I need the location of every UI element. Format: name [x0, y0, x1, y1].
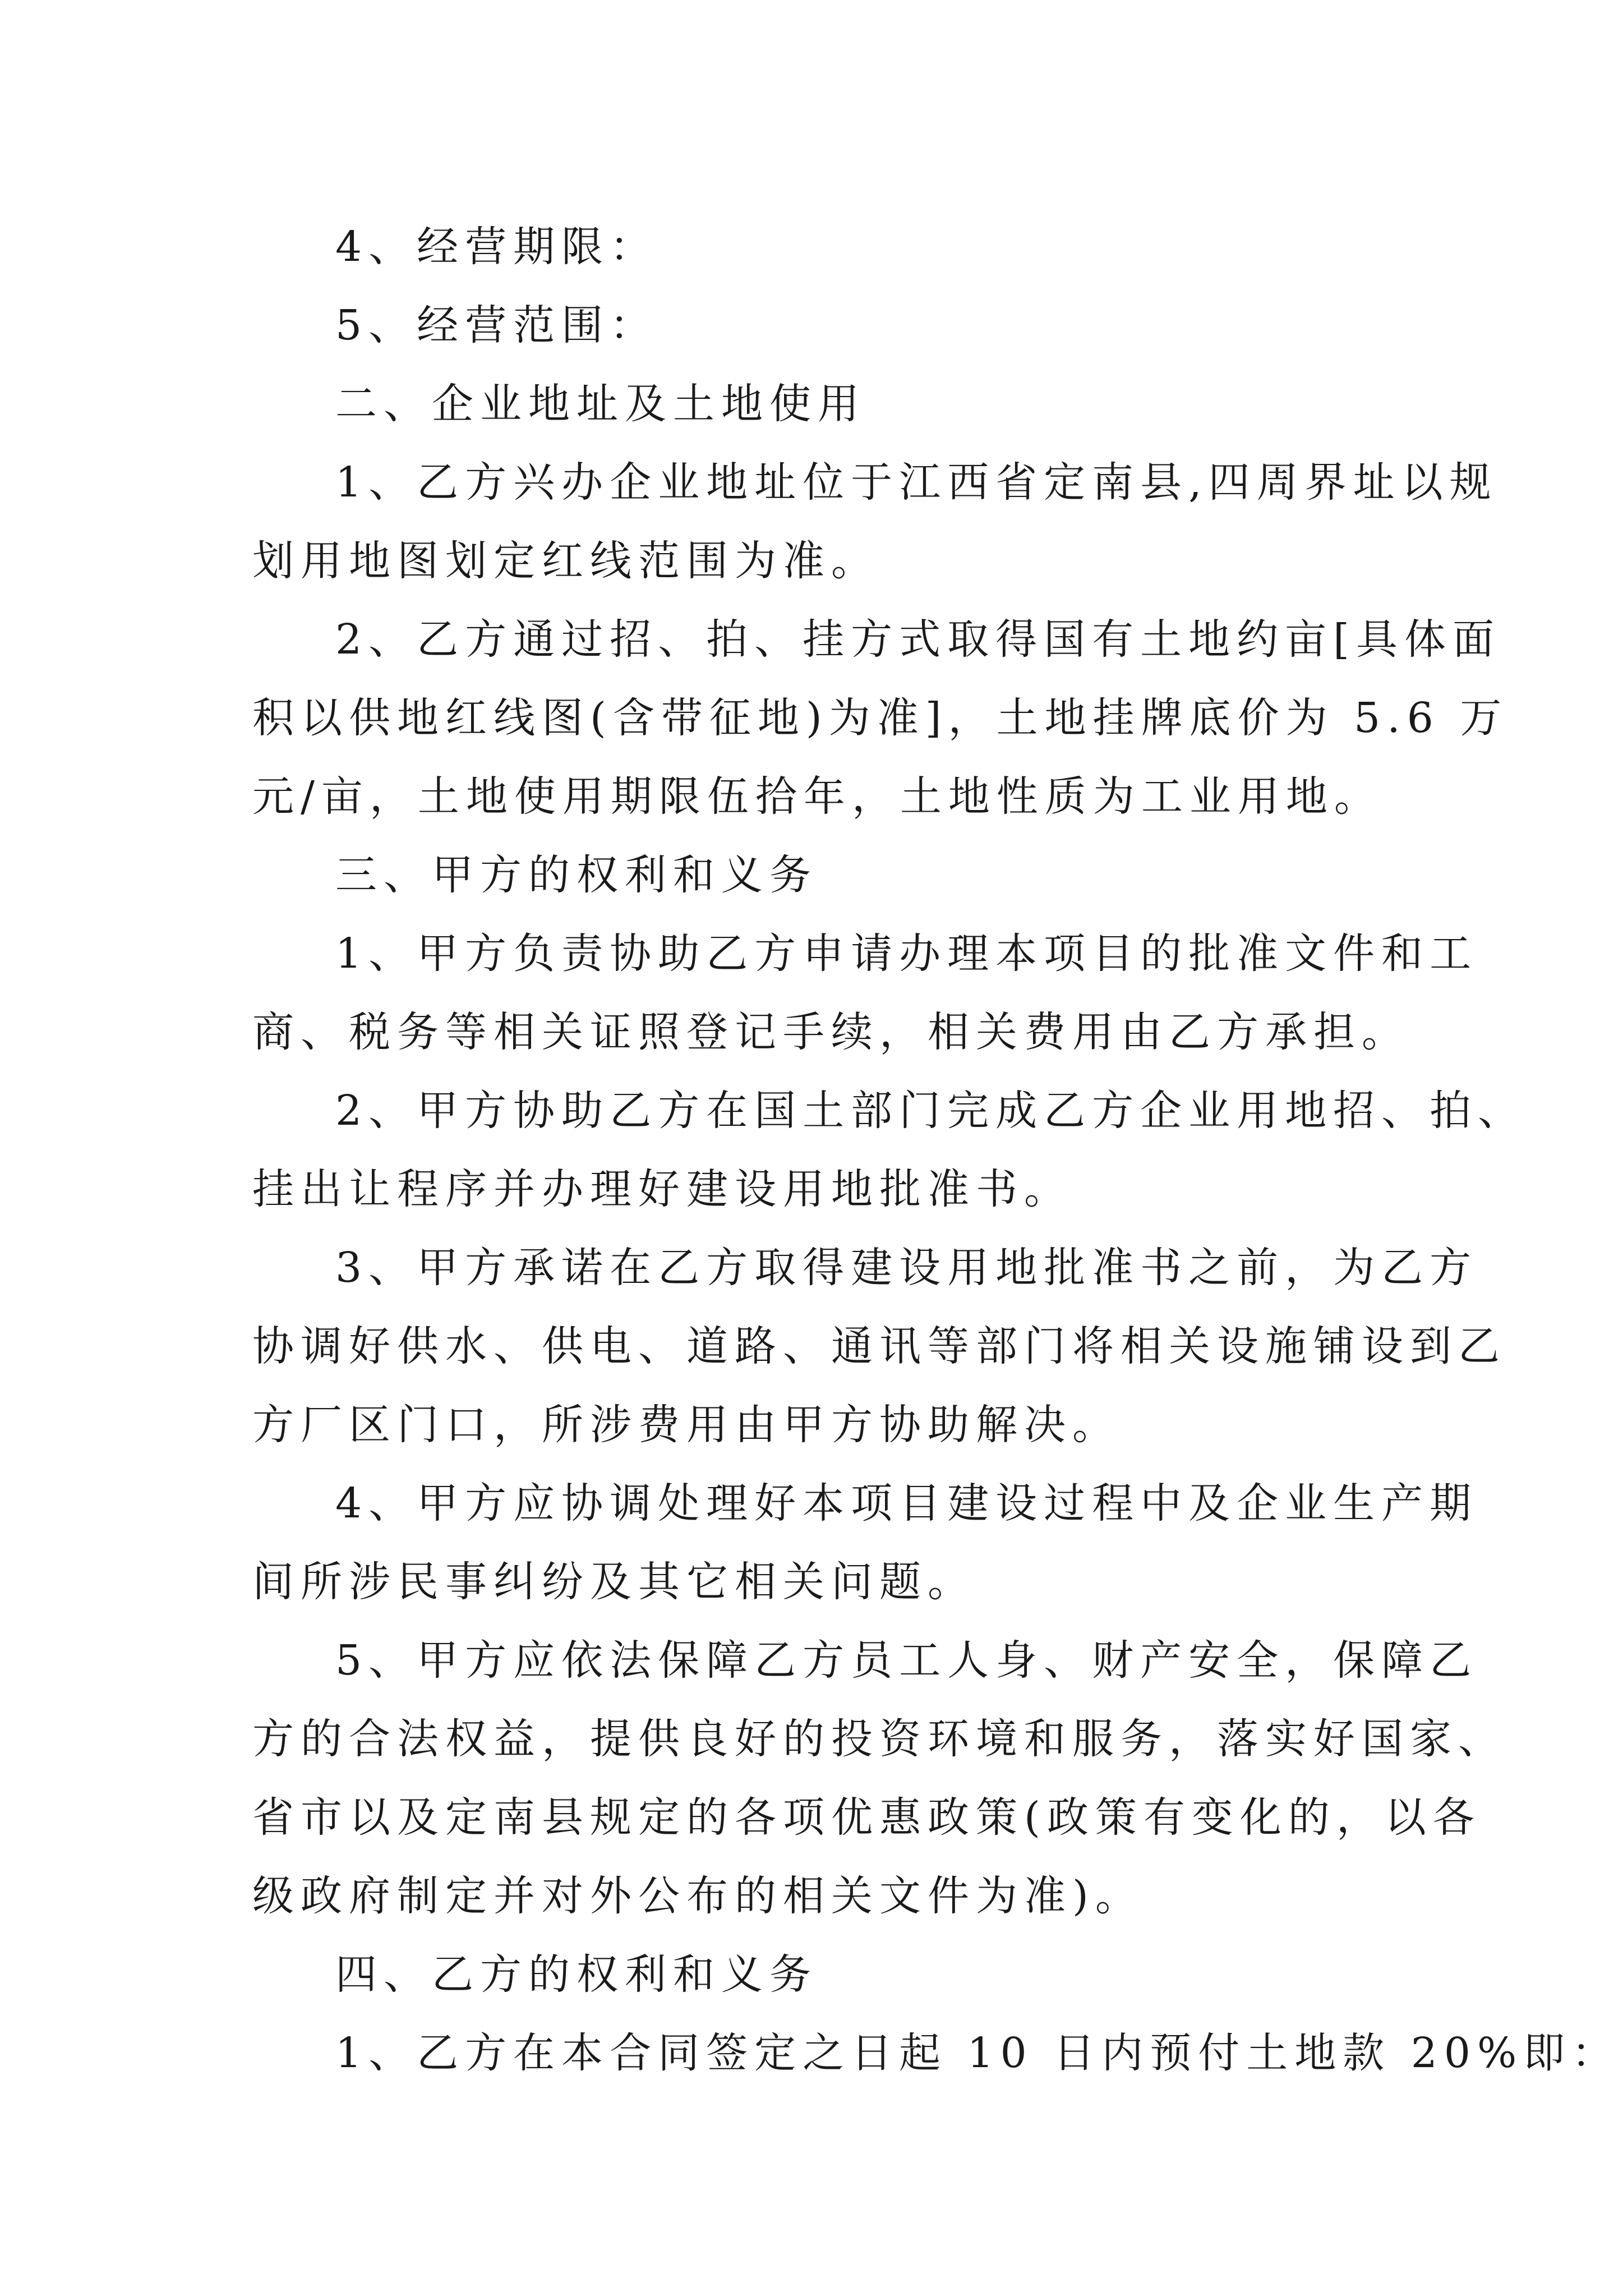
text-line: 协调好供水、供电、道路、通讯等部门将相关设施铺设到乙	[252, 1322, 1506, 1370]
text-line: 级政府制定并对外公布的相关文件为准)。	[252, 1872, 1144, 1920]
text-line: 5、经营范围：	[335, 301, 658, 349]
text-line: 2、乙方通过招、拍、挂方式取得国有土地约亩[具体面	[335, 615, 1501, 664]
text-line: 元/亩，土地使用期限伍拾年，土地性质为工业用地。	[252, 772, 1382, 821]
text-line: 1、乙方兴办企业地址位于江西省定南县,四周界址以规	[335, 458, 1498, 507]
text-line: 挂出让程序并办理好建设用地批准书。	[252, 1165, 1072, 1213]
text-line: 方的合法权益，提供良好的投资环境和服务，落实好国家、	[252, 1715, 1506, 1763]
text-line: 积以供地红线图(含带征地)为准]，土地挂牌底价为 5.6 万	[252, 694, 1509, 742]
text-line: 省市以及定南县规定的各项优惠政策(政策有变化的，以各	[252, 1793, 1481, 1842]
text-line: 4、甲方应协调处理好本项目建设过程中及企业生产期	[335, 1479, 1478, 1527]
text-line: 三、甲方的权利和义务	[335, 851, 818, 899]
text-line: 商、税务等相关证照登记手续，相关费用由乙方承担。	[252, 1008, 1410, 1056]
text-line: 间所涉民事纠纷及其它相关问题。	[252, 1558, 976, 1606]
text-line: 1、甲方负责协助乙方申请办理本项目的批准文件和工	[335, 930, 1478, 978]
text-line: 3、甲方承诺在乙方取得建设用地批准书之前，为乙方	[335, 1244, 1478, 1292]
text-line: 1、乙方在本合同签定之日起 10 日内预付土地款 20%即：	[335, 2029, 1620, 2077]
text-line: 二、企业地址及土地使用	[335, 380, 866, 428]
text-line: 四、乙方的权利和义务	[335, 1950, 818, 1999]
text-line: 方厂区门口，所涉费用由甲方协助解决。	[252, 1401, 1121, 1449]
text-line: 2、甲方协助乙方在国土部门完成乙方企业用地招、拍、	[335, 1087, 1527, 1135]
text-line: 4、经营期限：	[335, 223, 658, 271]
document-body	[252, 208, 1620, 2092]
text-line: 划用地图划定红线范围为准。	[252, 537, 879, 585]
text-line: 5、甲方应依法保障乙方员工人身、财产安全，保障乙	[335, 1636, 1478, 1685]
